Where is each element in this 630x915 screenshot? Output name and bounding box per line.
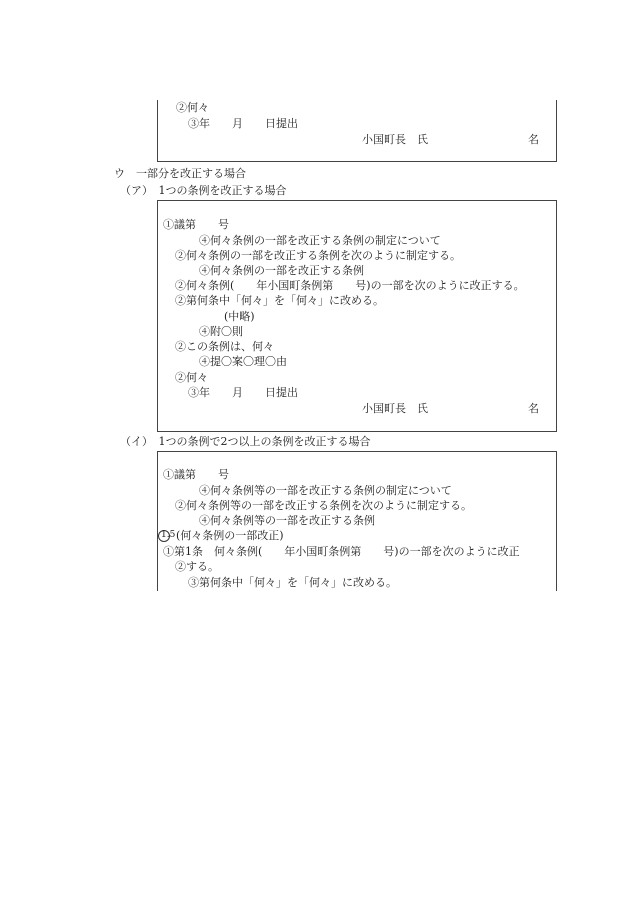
box-2-signer: 小国町長 氏 — [362, 402, 428, 415]
box-3-line-2: ④何々条例等の一部を改正する条例の制定について — [199, 484, 452, 497]
sub-heading-a: （ア） 1つの条例を改正する場合 — [120, 184, 287, 197]
box-1-line-1: ②何々 — [176, 101, 209, 114]
box-1-frame — [157, 100, 557, 162]
box-2-line-3: ②何々条例の一部を改正する条例を次のように制定する。 — [175, 249, 461, 262]
box-3-line-1: ①議第 号 — [163, 468, 229, 481]
box-3-line-8: ③第何条中「何々」を「何々」に改める。 — [188, 576, 397, 589]
box-2-line-10: ④提〇案〇理〇由 — [199, 355, 287, 368]
box-1-name-char: 名 — [528, 133, 539, 146]
box-2-line-1: ①議第 号 — [163, 218, 229, 231]
box-3-line-4: ④何々条例等の一部を改正する条例 — [199, 514, 375, 527]
box-3-line-5: (何々条例の一部改正) — [176, 529, 284, 542]
box-2-line-12: ③年 月 日提出 — [188, 386, 298, 399]
box-3-line-7: ②する。 — [175, 560, 219, 573]
box-2-line-6: ②第何条中「何々」を「何々」に改める。 — [175, 294, 384, 307]
box-2-line-9: ②この条例は、何々 — [175, 340, 274, 353]
box-2-line-8: ④附〇則 — [199, 325, 243, 338]
box-1-line-2: ③年 月 日提出 — [188, 117, 298, 130]
sub-heading-i: （イ） 1つの条例で2つ以上の条例を改正する場合 — [120, 435, 371, 448]
box-2-line-4: ④何々条例の一部を改正する条例 — [199, 264, 364, 277]
box-2-name-char: 名 — [528, 402, 539, 415]
box-1-signer: 小国町長 氏 — [362, 133, 428, 146]
box-3-marker: 1.5 — [161, 530, 176, 540]
box-3-line-6: ①第1条 何々条例( 年小国町条例第 号)の一部を次のように改正 — [163, 545, 520, 558]
box-2-line-2: ④何々条例の一部を改正する条例の制定について — [199, 234, 441, 247]
box-2-line-5: ②何々条例( 年小国町条例第 号)の一部を次のように改正する。 — [175, 279, 525, 292]
box-2-line-11: ②何々 — [175, 371, 208, 384]
box-3-line-3: ②何々条例等の一部を改正する条例を次のように制定する。 — [175, 499, 472, 512]
box-2-line-7: (中略) — [224, 310, 255, 323]
section-heading-u: ウ 一部分を改正する場合 — [114, 167, 246, 180]
